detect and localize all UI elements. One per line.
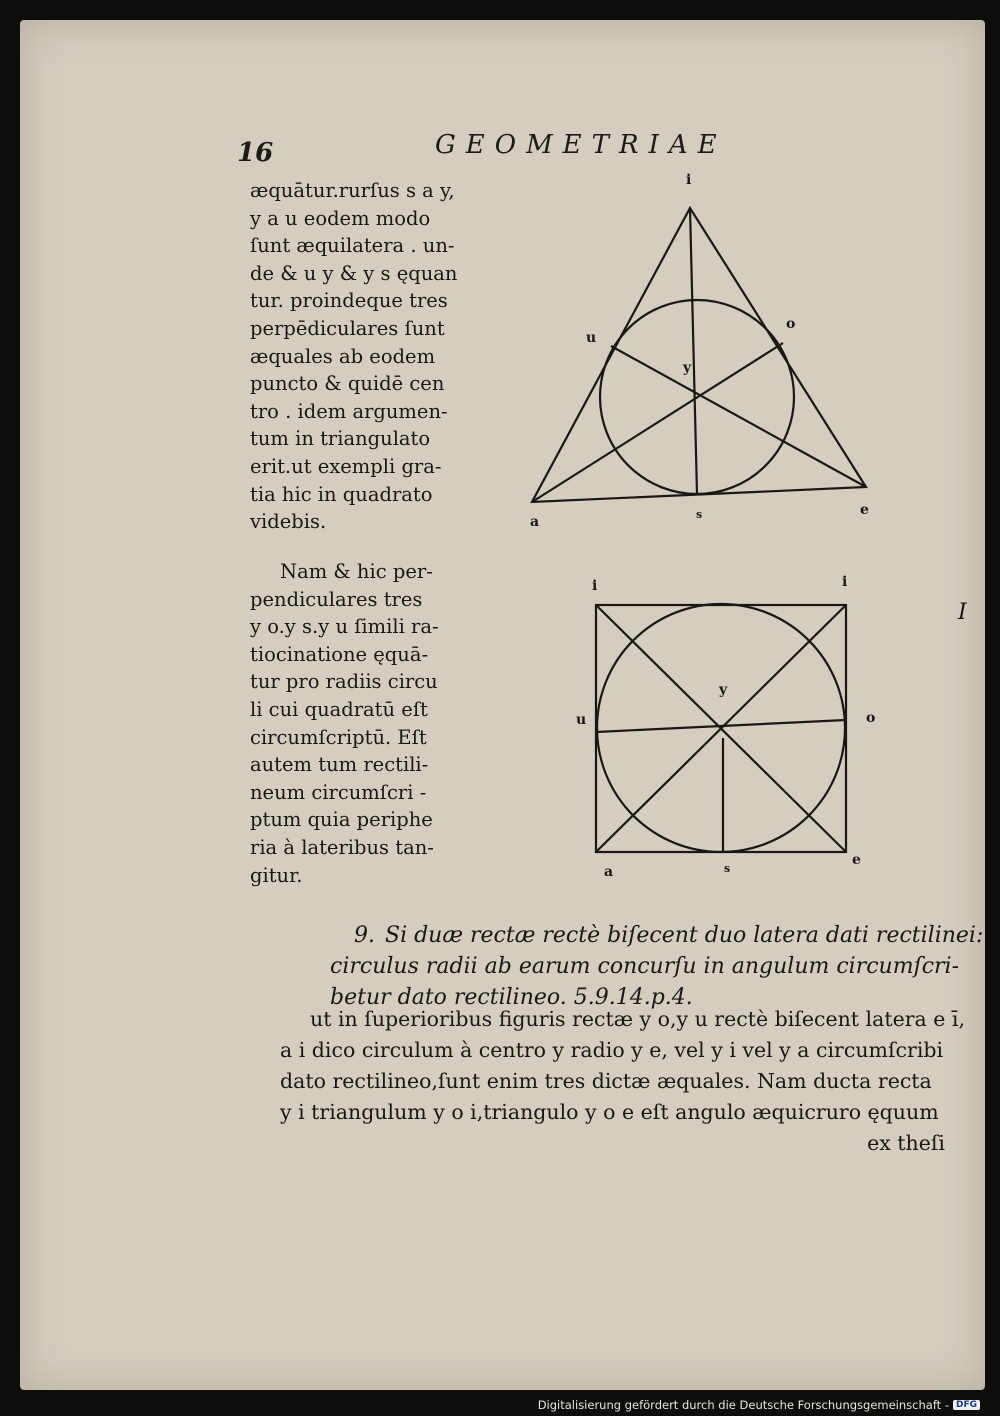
median-i-s xyxy=(690,208,697,494)
label-square-i-right: i xyxy=(842,574,848,590)
text-line: de & u y & y s ęquan xyxy=(250,261,458,285)
text-line: tia hic in quadrato xyxy=(250,482,433,506)
text-line: y o.y s.y u ſimili ra- xyxy=(250,615,439,639)
median-a-o xyxy=(532,343,783,502)
text-line: æquales ab eodem xyxy=(250,344,436,368)
text-line: circumſcriptū. Eſt xyxy=(250,725,427,749)
footer-text: Digitalisierung gefördert durch die Deutsche Forschungsgemeinschaft - xyxy=(537,1398,949,1412)
square-figure xyxy=(580,590,860,865)
text-line: perpēdiculares ſunt xyxy=(250,316,445,340)
page-number: 16 xyxy=(237,138,274,168)
label-square-u: u xyxy=(576,712,587,728)
dfg-logo-icon: DFG xyxy=(953,1400,980,1410)
text-line: tum in triangulato xyxy=(250,427,431,451)
text-line: y i triangulum y o i,triangulo y o e eſt angulo æquicruro ęquum xyxy=(280,1100,939,1124)
proposition-9 xyxy=(330,920,984,1013)
label-square-i-left: i xyxy=(592,578,598,594)
digitization-footer xyxy=(538,1398,980,1412)
running-title: GEOMETRIAE xyxy=(435,130,727,160)
label-triangle-a: a xyxy=(530,514,540,530)
text-line: puncto & quidē cen xyxy=(250,372,445,396)
label-triangle-s: s xyxy=(696,508,703,521)
margin-mark: I xyxy=(958,600,967,625)
text-line: Nam & hic per- xyxy=(280,560,433,583)
label-square-y: y xyxy=(719,682,728,698)
catchword: ex theſi xyxy=(867,1131,945,1155)
body-paragraph xyxy=(280,1004,970,1159)
label-triangle-u: u xyxy=(586,330,597,346)
label-triangle-o: o xyxy=(786,316,796,332)
text-line: pendiculares tres xyxy=(250,587,423,611)
text-line: ut in ſuperioribus figuris rectæ y o,y u rectè biſecent latera e ī, xyxy=(310,1007,965,1031)
text-line: tro . idem argumen- xyxy=(250,399,448,423)
side-paragraph-1 xyxy=(250,177,475,536)
triangle-figure xyxy=(500,160,900,540)
text-line: li cui quadratū eſt xyxy=(250,697,428,721)
proposition-number: 9. xyxy=(354,923,375,948)
label-square-o: o xyxy=(866,710,876,726)
text-line: videbis. xyxy=(250,510,327,534)
text-line: erit.ut exempli gra- xyxy=(250,454,442,478)
proposition-line: circulus radii ab earum concurſu in angulum circumſcri- xyxy=(330,954,960,979)
text-line: dato rectilineo,ſunt enim tres dictæ æquales. Nam ducta recta xyxy=(280,1069,932,1093)
text-line: y a u eodem modo xyxy=(250,206,431,230)
text-line: tur pro radiis circu xyxy=(250,670,438,694)
text-line: a i dico circulum à centro y radio y e, vel y i vel y a circumſcribi xyxy=(280,1038,944,1062)
text-line: ria à lateribus tan- xyxy=(250,835,434,859)
proposition-line: 9. Si duæ rectæ rectè biſecent duo latera dati rectilinei: xyxy=(354,923,984,948)
label-square-e: e xyxy=(852,852,861,868)
text-line: æquātur.rurſus s a y, xyxy=(250,179,455,202)
text-line: tur. proindeque tres xyxy=(250,289,448,313)
triangle-outline xyxy=(532,208,866,502)
proposition-line: betur dato rectilineo. 5.9.14.p.4. xyxy=(330,985,693,1010)
median-e-u xyxy=(611,346,866,487)
label-triangle-y: y xyxy=(683,360,692,376)
text-line: ſunt æquilatera . un- xyxy=(250,234,455,258)
label-square-s: s xyxy=(724,862,731,875)
label-triangle-i: i xyxy=(686,172,692,188)
label-triangle-e: e xyxy=(860,502,869,518)
text-line: neum circumſcri - xyxy=(250,780,427,804)
text-line: tiocinatione ęquā- xyxy=(250,642,429,666)
label-square-a: a xyxy=(604,864,614,880)
side-paragraph-2 xyxy=(250,558,475,889)
text-line: gitur. xyxy=(250,863,303,887)
horizontal-u-o xyxy=(596,720,846,732)
text-line: ptum quia periphe xyxy=(250,808,433,832)
text-line: autem tum rectili- xyxy=(250,753,429,777)
